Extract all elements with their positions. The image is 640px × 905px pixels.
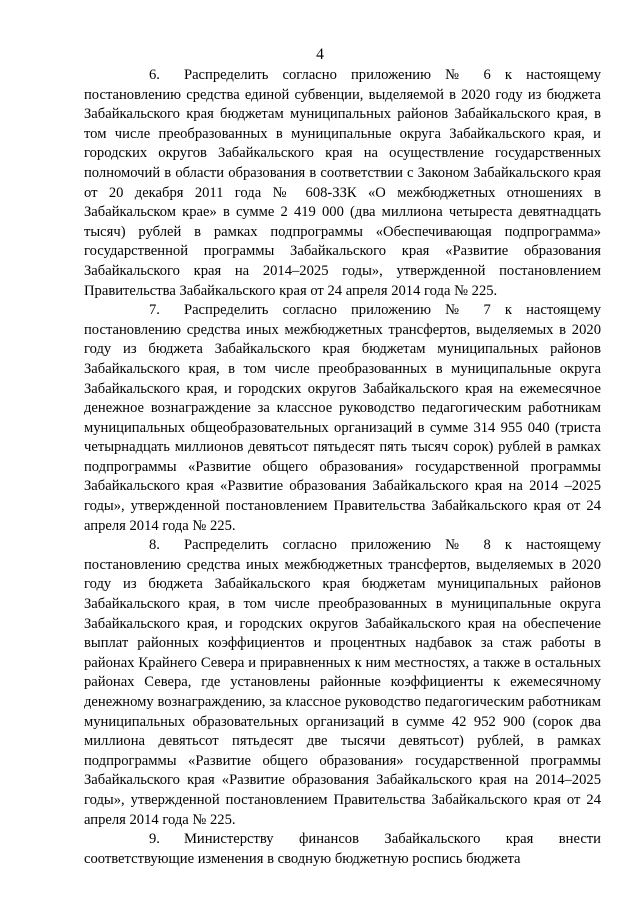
paragraph-7	[84, 301, 601, 536]
document-body	[84, 66, 601, 869]
paragraph-text: Распределить согласно приложению № 6 к настоящему постановлению средства единой субвенции, выделяемой в 2020 году из бюджета Забайкальского края бюджетам муниципальных районов Забайкальского края, в том числе преобразованных в муниципальные округа Забайкальского края, и городских округов Забайкальского края на осуществление государственных полномочий в области образования в соответствии с Законом Забайкальского края от 20 декабря 2011 года № 608-ЗЗК «О межбюджетных отношениях в Забайкальском крае» в сумме 2 419 000 (два миллиона четыреста девятнадцать тысяч) рублей в рамках подпрограммы «Обеспечивающая подпрограмма» государственной программы Забайкальского края «Развитие образования Забайкальского края на 2014–2025 годы», утвержденной постановлением Правительства Забайкальского края от 24 апреля 2014 года № 225.	[84, 67, 601, 299]
page-number: 4	[316, 46, 324, 63]
paragraph-number: 7.	[149, 302, 160, 319]
paragraph-text: Министерству финансов Забайкальского края внести соответствующие изменения в сводную бюджетную роспись бюджета	[84, 831, 601, 867]
paragraph-number: 8.	[149, 537, 160, 554]
paragraph-9	[84, 830, 601, 869]
paragraph-text: Распределить согласно приложению № 7 к настоящему постановлению средства иных межбюджетных трансфертов, выделяемых в 2020 году из бюджета Забайкальского края бюджетам муниципальных районов Забайкальского края, в том числе преобразованных в муниципальные округа Забайкальского края, и городских округов Забайкальского края на ежемесячное денежное вознаграждение за классное руководство педагогическим работникам муниципальных общеобразовательных организаций в сумме 314 955 040 (триста четырнадцать миллионов девятьсот пятьдесят пять тысяч сорок) рублей в рамках подпрограммы «Развитие общего образования» государственной программы Забайкальского края «Развитие образования Забайкальского края на 2014 –2025 годы», утвержденной постановлением Правительства Забайкальского края от 24 апреля 2014 года № 225.	[84, 302, 601, 534]
paragraph-8	[84, 536, 601, 830]
paragraph-text: Распределить согласно приложению № 8 к настоящему постановлению средства иных межбюджетных трансфертов, выделяемых в 2020 году из бюджета Забайкальского края бюджетам муниципальных районов Забайкальского края, в том числе преобразованных в муниципальные округа Забайкальского края, и городских округов Забайкальского края на обеспечение выплат районных коэффициентов и процентных надбавок за стаж работы в районах Крайнего Севера и приравненных к ним местностях, а также в остальных районах Севера, где установлены районные коэффициенты к ежемесячному денежному вознаграждению, за классное руководство педагогическим работникам муниципальных образовательных организаций в сумме 42 952 900 (сорок два миллиона девятьсот пятьдесят две тысячи девятьсот) рублей, в рамках подпрограммы «Развитие общего образования» государственной программы Забайкальского края «Развитие образования Забайкальского края на 2014–2025 годы», утвержденной постановлением Правительства Забайкальского края от 24 апреля 2014 года № 225.	[84, 537, 601, 828]
paragraph-number: 9.	[149, 831, 160, 848]
paragraph-number: 6.	[149, 67, 160, 83]
paragraph-6	[84, 66, 601, 301]
